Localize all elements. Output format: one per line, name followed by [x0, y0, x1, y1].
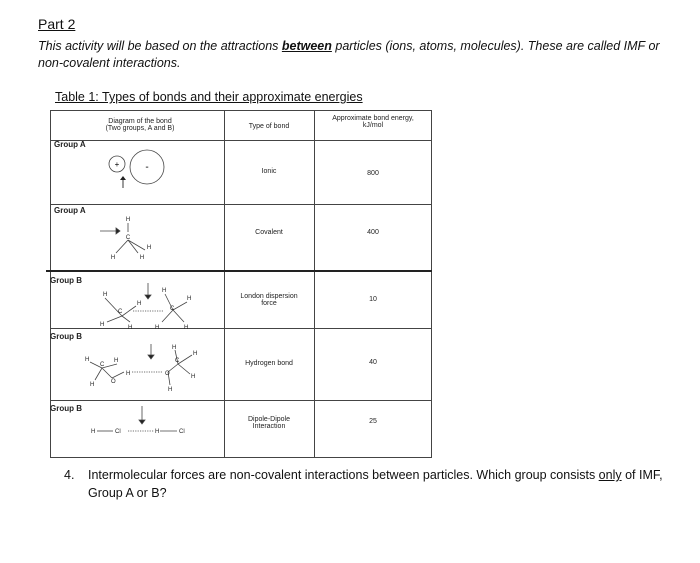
hb-O1: O — [111, 379, 116, 385]
row4-group-label: Group B — [50, 332, 82, 341]
row5-type-line2: Interaction — [252, 423, 286, 430]
part-title: Part 2 — [38, 16, 76, 32]
intro-after: particles (ions, atoms, molecules). These are called IMF or non-covalent interactions. — [38, 39, 660, 70]
row4-type: Hydrogen bond — [245, 360, 293, 367]
row5-type-line1: Dipole-Dipole — [247, 416, 291, 423]
ld-H8: H — [155, 325, 160, 331]
header-energy-line1: Approximate bond energy, — [332, 115, 414, 122]
cov-H-left: H — [110, 255, 116, 261]
dd-H2: H — [155, 429, 160, 435]
intro-before: This activity will be based on the attractions — [38, 39, 282, 53]
question-4 — [64, 466, 674, 502]
question-after: of IMF, Group A or B? — [88, 468, 663, 500]
row1-energy: 800 — [367, 170, 379, 177]
table-border-right — [431, 110, 432, 458]
header-diagram-line1: Diagram of the bond — [108, 118, 172, 125]
ld-H7: H — [184, 325, 189, 331]
row3-type-line1: London dispersion — [240, 293, 298, 300]
row5-group-label: Group B — [50, 404, 82, 413]
cov-H-top: H — [125, 217, 131, 223]
table-divider-col2 — [314, 110, 315, 458]
question-number: 4. — [64, 468, 75, 482]
row5-energy: 25 — [369, 418, 377, 425]
header-energy — [316, 115, 430, 129]
hb-H5: H — [172, 345, 177, 351]
hydrogen-bond-diagram — [85, 344, 197, 393]
table-caption: Table 1: Types of bonds and their approximate energies — [55, 90, 363, 104]
hb-C1: C — [100, 362, 105, 368]
row1-group-label: Group A — [54, 140, 86, 149]
ld-H5: H — [162, 288, 167, 294]
bond-table — [50, 110, 432, 458]
covalent-diagram — [100, 217, 151, 261]
ld-C1: C — [118, 309, 123, 315]
intro-emphasis: between — [281, 39, 332, 53]
ld-H3: H — [128, 325, 133, 331]
london-diagram — [100, 283, 191, 331]
row5-type — [226, 416, 312, 430]
row3-group-label: Group B — [50, 276, 82, 285]
header-type: Type of bond — [248, 123, 290, 130]
row4-energy: 40 — [369, 359, 377, 366]
anion-sign: - — [145, 162, 149, 173]
dd-Cl1: Cl — [115, 429, 121, 435]
row2-group-label: Group A — [54, 206, 86, 215]
ld-C2: C — [170, 306, 175, 312]
hb-H7: H — [191, 374, 196, 380]
hb-H3: H — [90, 382, 95, 388]
question-before: Intermolecular forces are non-covalent interactions between particles. Which group consists — [88, 468, 599, 482]
cov-C: C — [125, 235, 131, 241]
dd-Cl2: Cl — [179, 429, 185, 435]
cov-H-right: H — [146, 245, 152, 251]
cov-H-bottom: H — [139, 255, 145, 261]
row2-type: Covalent — [255, 229, 283, 236]
cation-sign: + — [114, 160, 120, 169]
intro-paragraph — [38, 38, 678, 72]
ld-H6: H — [187, 296, 192, 302]
row2-energy: 400 — [367, 229, 379, 236]
dd-H1: H — [91, 429, 96, 435]
ionic-diagram — [109, 150, 164, 188]
ld-H1: H — [103, 292, 108, 298]
hb-O2: O — [165, 371, 170, 377]
row3-type-line2: force — [261, 300, 277, 307]
header-energy-line2: kJ/mol — [362, 122, 384, 129]
row3-type — [226, 293, 312, 307]
hb-H2: H — [114, 358, 119, 364]
question-emphasis: only — [598, 468, 622, 482]
ionic-arrow-head — [120, 176, 126, 180]
header-diagram-line2: (Two groups, A and B) — [105, 125, 175, 132]
question-text — [88, 466, 674, 502]
row1-type: Ionic — [261, 168, 277, 175]
hb-H4: H — [126, 371, 131, 377]
hb-H1: H — [85, 357, 90, 363]
ld-H2: H — [100, 322, 105, 328]
hb-C2: C — [175, 358, 180, 364]
diagrams-svg — [50, 110, 225, 458]
row3-energy: 10 — [369, 296, 377, 303]
hb-H8: H — [168, 387, 173, 393]
ld-H4: H — [137, 301, 142, 307]
hb-H6: H — [193, 351, 198, 357]
dipole-diagram — [91, 406, 185, 435]
